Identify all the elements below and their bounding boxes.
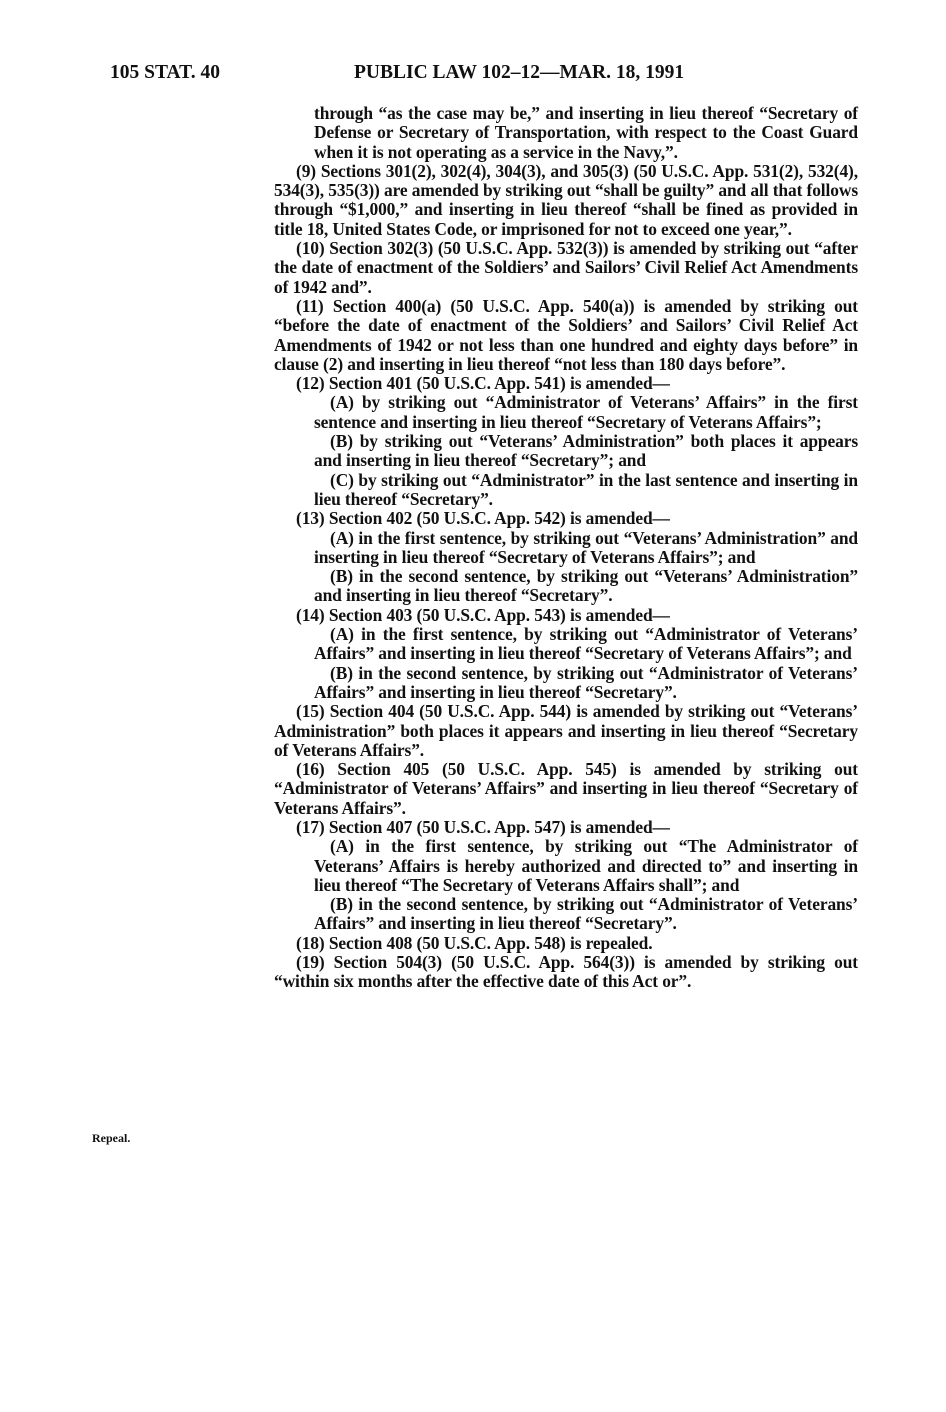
public-law-title: PUBLIC LAW 102–12—MAR. 18, 1991 xyxy=(354,62,685,83)
paragraph-19: (19) Section 504(3) (50 U.S.C. App. 564(3)) is amended by striking out “within six months after the effective date of this Act or”. xyxy=(274,952,858,992)
paragraph-16: (16) Section 405 (50 U.S.C. App. 545) is amended by striking out “Administrator of Veterans’ Affairs” and inserting in lieu thereof “Secretary of Veterans Affairs”. xyxy=(274,759,858,818)
paragraph-17-b: (B) in the second sentence, by striking out “Administrator of Veterans’ Affairs” and inserting in lieu thereof “Secretary”. xyxy=(314,894,858,934)
paragraph-9: (9) Sections 301(2), 302(4), 304(3), and 305(3) (50 U.S.C. App. 531(2), 532(4), 534(3), 535(3)) are amended by striking out “shall be guilty” and all that follows through “$1,000,” and inserting in lieu thereof “shall be fined as provided in title 18, United States Code, or imprisoned for not to exceed one year,”. xyxy=(274,160,858,239)
paragraph-15: (15) Section 404 (50 U.S.C. App. 544) is amended by striking out “Veterans’ Administration” both places it appears and inserting in lieu thereof “Secretary of Veterans Affairs”. xyxy=(274,701,858,760)
paragraph-18: (18) Section 408 (50 U.S.C. App. 548) is repealed. xyxy=(296,932,653,953)
paragraph-12-b: (B) by striking out “Veterans’ Administration” both places it appears and inserting in lieu thereof “Secretary”; and xyxy=(314,431,858,471)
paragraph-17: (17) Section 407 (50 U.S.C. App. 547) is amended— xyxy=(296,816,670,837)
paragraph-12-a: (A) by striking out “Administrator of Veterans’ Affairs” in the first sentence and inserting in lieu thereof “Secretary of Veterans Affairs”; xyxy=(314,392,858,432)
paragraph-10: (10) Section 302(3) (50 U.S.C. App. 532(3)) is amended by striking out “after the date of enactment of the Soldiers’ and Sailors’ Civil Relief Act Amendments of 1942 and”. xyxy=(274,238,858,297)
paragraph-14: (14) Section 403 (50 U.S.C. App. 543) is amended— xyxy=(296,604,670,625)
paragraph-14-b: (B) in the second sentence, by striking out “Administrator of Veterans’ Affairs” and inserting in lieu thereof “Secretary”. xyxy=(314,662,858,702)
paragraph-12-c: (C) by striking out “Administrator” in the last sentence and inserting in lieu thereof “Secretary”. xyxy=(314,469,858,509)
page-header xyxy=(0,62,946,90)
paragraph-continuation: through “as the case may be,” and inserting in lieu thereof “Secretary of Defense or Secretary of Transportation, with respect to the Coast Guard when it is not operating as a service in the Navy,”. xyxy=(314,103,858,162)
paragraph-13-a: (A) in the first sentence, by striking out “Veterans’ Administration” and inserting in lieu thereof “Secretary of Veterans Affairs”; and xyxy=(314,527,858,567)
paragraph-13: (13) Section 402 (50 U.S.C. App. 542) is amended— xyxy=(296,508,670,529)
document-body xyxy=(274,104,858,992)
paragraph-14-a: (A) in the first sentence, by striking out “Administrator of Veterans’ Affairs” and inserting in lieu thereof “Secretary of Veterans Affairs”; and xyxy=(314,624,858,664)
paragraph-17-a: (A) in the first sentence, by striking out “The Administrator of Veterans’ Affairs is hereby authorized and directed to” and inserting in lieu thereof “The Secretary of Veterans Affairs shall”; and xyxy=(314,836,858,895)
paragraph-11: (11) Section 400(a) (50 U.S.C. App. 540(a)) is amended by striking out “before the date of enactment of the Soldiers’ and Sailors’ Civil Relief Act Amendments of 1942 or not less than one hundred and eighty days before” in clause (2) and inserting in lieu thereof “not less than 180 days before”. xyxy=(274,295,858,374)
statute-page-number: 105 STAT. 40 xyxy=(110,62,220,83)
paragraph-12: (12) Section 401 (50 U.S.C. App. 541) is amended— xyxy=(296,373,670,394)
margin-note-repeal: Repeal. xyxy=(92,1131,131,1145)
paragraph-13-b: (B) in the second sentence, by striking out “Veterans’ Administration” and inserting in lieu thereof “Secretary”. xyxy=(314,566,858,606)
